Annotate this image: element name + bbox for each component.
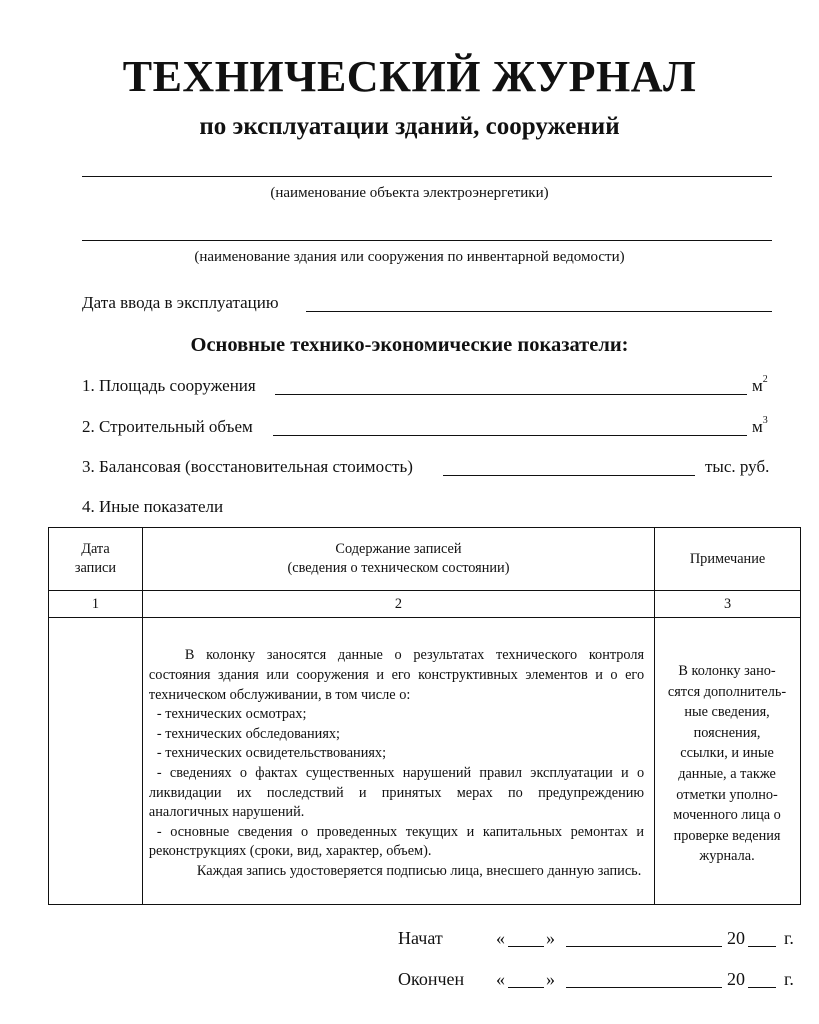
note-cell[interactable] bbox=[655, 618, 801, 905]
note-line: журнала. bbox=[699, 848, 755, 865]
started-month-line[interactable] bbox=[566, 946, 722, 947]
column-number-row bbox=[49, 591, 801, 618]
note-line: моченного лица о bbox=[673, 807, 781, 824]
content-cell[interactable] bbox=[142, 618, 654, 905]
cost-label: 3. Балансовая (восстановительная стоимость) bbox=[82, 457, 413, 476]
date-cell[interactable] bbox=[49, 618, 143, 905]
content-intro: В колонку заносятся данные о результатах технического контроля состояния здания или сооружения и его конструктивных элементов и о его техническом обслуживании, в том числе о: bbox=[148, 647, 645, 703]
finished-year-prefix: 20 bbox=[727, 969, 745, 989]
finished-year-line[interactable] bbox=[748, 987, 776, 988]
cost-unit: тыс. руб. bbox=[705, 457, 770, 476]
section-title: Основные технико-экономические показатели: bbox=[190, 334, 629, 356]
started-year-line[interactable] bbox=[748, 946, 776, 947]
finished-quote-close: » bbox=[546, 969, 555, 989]
table-row bbox=[49, 618, 801, 905]
cost-line[interactable] bbox=[443, 475, 695, 476]
note-line: данные, а также bbox=[678, 766, 776, 782]
column-number-2: 2 bbox=[142, 591, 654, 618]
finished-label: Окончен bbox=[398, 969, 465, 989]
finished-month-line[interactable] bbox=[566, 987, 722, 988]
note-line: ссылки, и иные bbox=[680, 745, 774, 762]
list-item: - основные сведения о проведенных текущих и капитальных ремонтах и реконструкциях (сроки, вид, характер, объем). bbox=[148, 823, 645, 860]
volume-line[interactable] bbox=[273, 435, 747, 436]
started-year-prefix: 20 bbox=[727, 928, 745, 948]
other-indicators-label: 4. Иные показатели bbox=[82, 497, 224, 516]
column-number-1: 1 bbox=[49, 591, 143, 618]
building-name-line[interactable] bbox=[82, 240, 772, 241]
started-year-suffix: г. bbox=[784, 928, 794, 948]
finished-day-line[interactable] bbox=[508, 987, 544, 988]
note-line: В колонку зано- bbox=[678, 663, 776, 680]
list-item: - сведениях о фактах существенных нарушений правил эксплуатации и о ликвидации их последствий и принятых мерах по предупреждению аналогичных нарушений. bbox=[148, 765, 645, 821]
content-signature-note: Каждая запись удостоверяется подписью лица, внесшего данную запись. bbox=[196, 862, 642, 879]
header-note: Примечание bbox=[655, 528, 801, 591]
column-number-3: 3 bbox=[655, 591, 801, 618]
area-unit: $м^2$ bbox=[752, 374, 768, 395]
finished-quote-open: « bbox=[496, 969, 505, 989]
finished-year-suffix: г. bbox=[784, 969, 794, 989]
started-day-line[interactable] bbox=[508, 946, 544, 947]
started-label: Начат bbox=[398, 928, 443, 948]
object-name-line[interactable] bbox=[82, 176, 772, 177]
list-item: - технических освидетельствованиях; bbox=[156, 745, 387, 762]
journal-title: ТЕХНИЧЕСКИЙ ЖУРНАЛ bbox=[122, 52, 697, 101]
started-quote-open: « bbox=[496, 928, 505, 948]
journal-table bbox=[48, 527, 801, 905]
header-content: Содержание записей (сведения о техническом состоянии) bbox=[142, 528, 654, 591]
volume-unit: $м^3$ bbox=[752, 415, 768, 436]
volume-label: 2. Строительный объем bbox=[82, 417, 253, 436]
object-name-caption: (наименование объекта электроэнергетики) bbox=[270, 185, 549, 201]
note-line: сятся дополнитель- bbox=[667, 683, 787, 700]
journal-subtitle: по эксплуатации зданий, сооружений bbox=[199, 113, 620, 140]
note-line: отметки уполно- bbox=[676, 786, 778, 803]
note-line: проверке ведения bbox=[673, 827, 781, 844]
list-item: - технических обследованиях; bbox=[156, 725, 341, 742]
table-header-row bbox=[49, 528, 801, 591]
building-name-caption: (наименование здания или сооружения по инвентарной ведомости) bbox=[194, 249, 625, 265]
area-label: 1. Площадь сооружения bbox=[82, 376, 256, 395]
header-date: Дата записи bbox=[49, 528, 143, 591]
area-line[interactable] bbox=[275, 394, 747, 395]
started-quote-close: » bbox=[546, 928, 555, 948]
commission-date-line[interactable] bbox=[306, 311, 772, 312]
note-line: пояснения, bbox=[693, 724, 761, 741]
commission-date-label: Дата ввода в эксплуатацию bbox=[82, 293, 279, 312]
note-line: ные сведения, bbox=[684, 704, 770, 721]
list-item: - технических осмотрах; bbox=[156, 706, 307, 723]
